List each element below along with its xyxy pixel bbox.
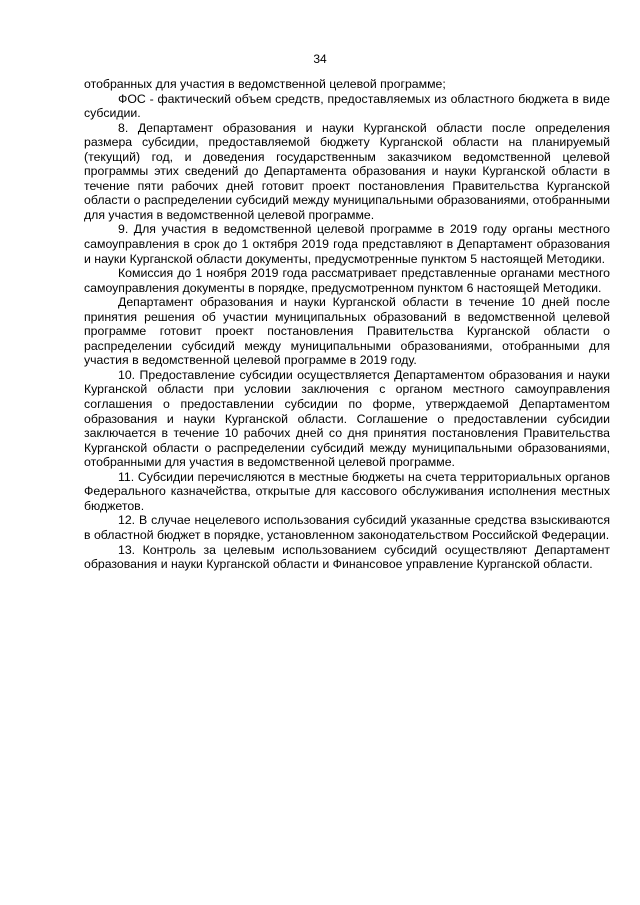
paragraph-item-9: 9. Для участия в ведомственной целевой программе в 2019 году органы местного самоуправления в срок до 1 октября 2019 года представляют в Департамент образования и науки Курганской области документы, предусмотренные пунктом 5 настоящей Методики. — [84, 222, 610, 266]
page-number: 34 — [313, 52, 327, 66]
paragraph-item-10: 10. Предоставление субсидии осуществляется Департаментом образования и науки Курганской области при условии заключения с органом местного самоуправления соглашения о предоставлении субсидии по форме, утверждаемой Департаментом образования и науки Курганской области. Соглашение о предоставлении субсидии заключается в течение 10 рабочих дней со дня принятия постановления Правительства Курганской области о распределении субсидий между муниципальными образованиями, отобранными для участия в ведомственной целевой программе. — [84, 367, 610, 470]
paragraph-fos-definition: ФОС - фактический объем средств, предоставляемых из областного бюджета в виде субсидии. — [84, 91, 610, 121]
document-body — [84, 77, 610, 572]
paragraph-department: Департамент образования и науки Курганской области в течение 10 дней после принятия решения об участии муниципальных образований в ведомственной целевой программе готовит проект постановления Правительства Курганской области о распределении субсидий между муниципальными образованиями, отобранными для участия в ведомственной целевой программе в 2019 году. — [84, 295, 610, 368]
paragraph-item-13: 13. Контроль за целевым использованием субсидий осуществляют Департамент образования и науки Курганской области и Финансовое управление Курганской области. — [84, 542, 610, 572]
paragraph-commission: Комиссия до 1 ноября 2019 года рассматривает представленные органами местного самоуправления документы в порядке, предусмотренном пунктом 6 настоящей Методики. — [84, 266, 610, 295]
paragraph-item-11: 11. Субсидии перечисляются в местные бюджеты на счета территориальных органов Федерального казначейства, открытые для кассового обслуживания исполнения местных бюджетов. — [84, 469, 610, 513]
paragraph-item-12: 12. В случае нецелевого использования субсидий указанные средства взыскиваются в областной бюджет в порядке, установленном законодательством Российской Федерации. — [84, 513, 610, 542]
paragraph-continuation: отобранных для участия в ведомственной целевой программе; — [84, 77, 446, 91]
paragraph-item-8: 8. Департамент образования и науки Курганской области после определения размера субсидии, предоставляемой бюджету Курганской области на планируемый (текущий) год, и доведения государственным заказчиком ведомственной целевой программы этих сведений до Департамента образования и науки Курганской области в течение пяти рабочих дней готовит проект постановления Правительства Курганской области о распределении субсидий между муниципальными образованиями, отобранными для участия в ведомственной целевой программе. — [84, 120, 610, 222]
